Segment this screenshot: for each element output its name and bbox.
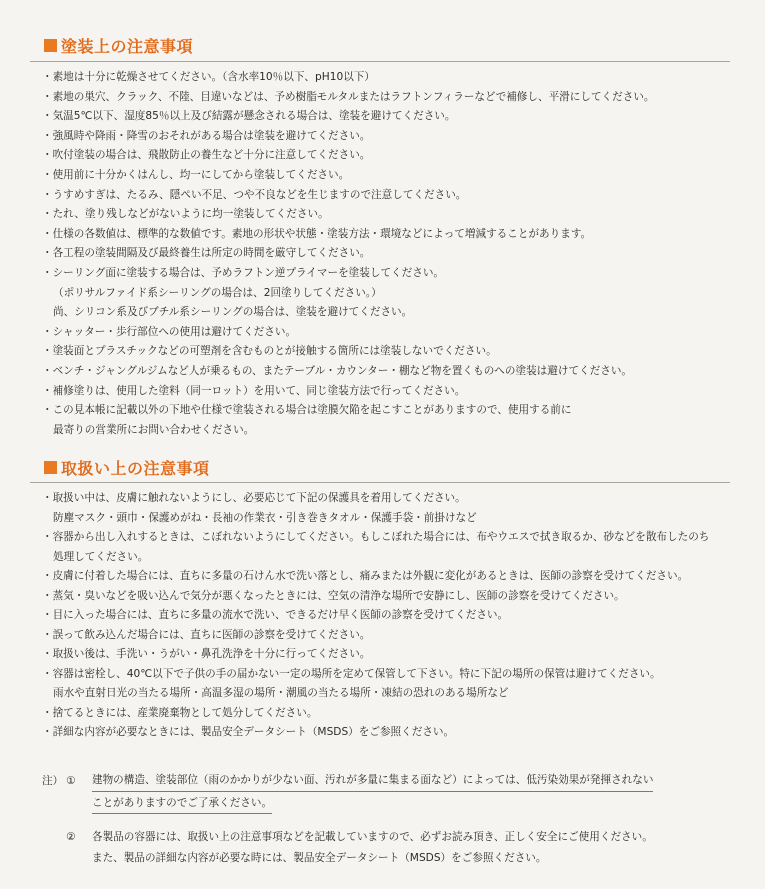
square-bullet-icon bbox=[44, 39, 57, 52]
list-item: 処理してください。 bbox=[53, 550, 149, 563]
list-item: ・うすめすぎは、たるみ、隠ぺい不足、つや不良などを生じますので注意してください。 bbox=[42, 188, 467, 201]
list-item: ・誤って飲み込んだ場合には、直ちに医師の診察を受けてください。 bbox=[42, 628, 371, 641]
list-item: ・強風時や降雨・降雪のおそれがある場合は塗装を避けてください。 bbox=[42, 129, 371, 142]
handling-cautions-list bbox=[42, 489, 742, 743]
list-item: ・目に入った場合には、直ちに多量の流水で洗い、できるだけ早く医師の診察を受けてください。 bbox=[42, 609, 509, 621]
list-item: ・シーリング面に塗装する場合は、予めラフトン逆プライマーを塗装してください。 bbox=[42, 266, 445, 279]
list-item: ・たれ、塗り残しなどがないように均一塗装してください。 bbox=[42, 208, 329, 221]
list-item: ・各工程の塗装間隔及び最終養生は所定の時間を厳守してください。 bbox=[42, 247, 371, 260]
list-item: ・詳細な内容が必要なときには、製品安全データシート（MSDS）をご参照ください。 bbox=[42, 726, 455, 738]
note-text: ことがありますのでご了承ください。 bbox=[92, 793, 272, 814]
list-item: （ポリサルファイド系シーリングの場合は、2回塗りしてください。） bbox=[53, 286, 382, 299]
list-item: ・容器から出し入れするときは、こぼれないようにしてください。もしこぼれた場合には、布やウエスで拭き取るか、砂などを散布したのち bbox=[42, 531, 710, 543]
list-item: ・気温5℃以下、湿度85％以上及び結露が懸念される場合は、塗装を避けてください。 bbox=[42, 110, 456, 123]
list-item: ・塗装面とプラスチックなどの可塑剤を含むものとが接触する箇所には塗装しないでください。 bbox=[42, 345, 497, 358]
list-item: ・素地は十分に乾燥させてください。（含水率10％以下、pH10以下） bbox=[42, 71, 375, 83]
list-item: ・補修塗りは、使用した塗料（同一ロット）を用いて、同じ塗装方法で行ってください。 bbox=[42, 384, 466, 397]
painting-cautions-list bbox=[42, 68, 742, 440]
list-item: 尚、シリコン系及びブチル系シーリングの場合は、塗装を避けてください。 bbox=[53, 306, 413, 319]
list-item: ・使用前に十分かくはんし、均一にしてから塗装してください。 bbox=[42, 168, 350, 181]
list-item: ・シャッター・歩行部位への使用は避けてください。 bbox=[42, 325, 297, 338]
section-title: 塗装上の注意事項 bbox=[61, 36, 194, 56]
list-item: ・仕様の各数値は、標準的な数値です。素地の形状や状態・塗装方法・環境などによって増減することがあります。 bbox=[42, 227, 592, 240]
section-divider bbox=[30, 61, 730, 62]
list-item: 最寄りの営業所にお問い合わせください。 bbox=[53, 423, 255, 436]
section-heading-painting-cautions bbox=[44, 34, 193, 56]
note-continuation bbox=[42, 792, 742, 814]
list-item: ・蒸気・臭いなどを吸い込んで気分が悪くなったときには、空気の清浄な場所で安静にし、医師の診察を受けてください。 bbox=[42, 589, 625, 602]
list-item: ・皮膚に付着した場合には、直ちに多量の石けん水で洗い落とし、痛みまたは外観に変化があるときは、医師の診察を受けてください。 bbox=[42, 570, 689, 582]
note-text: また、製品の詳細な内容が必要な時には、製品安全データシート（MSDS）をご参照ください。 bbox=[92, 852, 547, 864]
section-heading-handling-cautions bbox=[44, 456, 210, 478]
notes-block bbox=[42, 770, 742, 868]
note-prefix: 注） bbox=[42, 775, 64, 787]
square-bullet-icon bbox=[44, 461, 57, 474]
section-divider bbox=[30, 482, 730, 483]
list-item: 防塵マスク・頭巾・保護めがね・長袖の作業衣・引き巻きタオル・保護手袋・前掛けなど bbox=[53, 511, 477, 524]
list-item: ・取扱い中は、皮膚に触れないようにし、必要応じて下記の保護具を着用してください。 bbox=[42, 492, 466, 504]
list-item: ・この見本帳に記載以外の下地や仕様で塗装される場合は塗膜欠陥を起こすことがありますので、使用する前に bbox=[42, 404, 572, 417]
note-continuation bbox=[42, 848, 742, 868]
list-item: ・素地の巣穴、クラック、不陸、目違いなどは、予め樹脂モルタルまたはラフトンフィラーなどで補修し、平滑にしてください。 bbox=[42, 90, 655, 103]
note-text: 各製品の容器には、取扱い上の注意事項などを記載していますので、必ずお読み頂き、正しく安全にご使用ください。 bbox=[92, 831, 653, 843]
note-item bbox=[42, 770, 742, 792]
list-item: ・ベンチ・ジャングルジムなど人が乗るもの、またテーブル・カウンター・棚など物を置くものへの塗装は避けてください。 bbox=[42, 364, 633, 377]
note-text: 建物の構造、塗装部位（雨のかかりが少ない面、汚れが多量に集まる面など）によっては、低汚染効果が発揮されない bbox=[92, 770, 653, 792]
note-number: ② bbox=[66, 831, 76, 843]
list-item: ・捨てるときには、産業廃棄物として処分してください。 bbox=[42, 706, 318, 719]
list-item: ・取扱い後は、手洗い・うがい・鼻孔洗浄を十分に行ってください。 bbox=[42, 648, 371, 660]
note-number: ① bbox=[66, 775, 76, 787]
list-item: ・容器は密栓し、40℃以下で子供の手の届かない一定の場所を定めて保管して下さい。特に下記の場所の保管は避けてください。 bbox=[42, 667, 661, 680]
note-item bbox=[42, 826, 742, 848]
list-item: 雨水や直射日光の当たる場所・高温多湿の場所・潮風の当たる場所・凍結の恐れのある場所など bbox=[53, 687, 509, 699]
list-item: ・吹付塗装の場合は、飛散防止の養生など十分に注意してください。 bbox=[42, 149, 371, 162]
section-title: 取扱い上の注意事項 bbox=[61, 458, 210, 478]
